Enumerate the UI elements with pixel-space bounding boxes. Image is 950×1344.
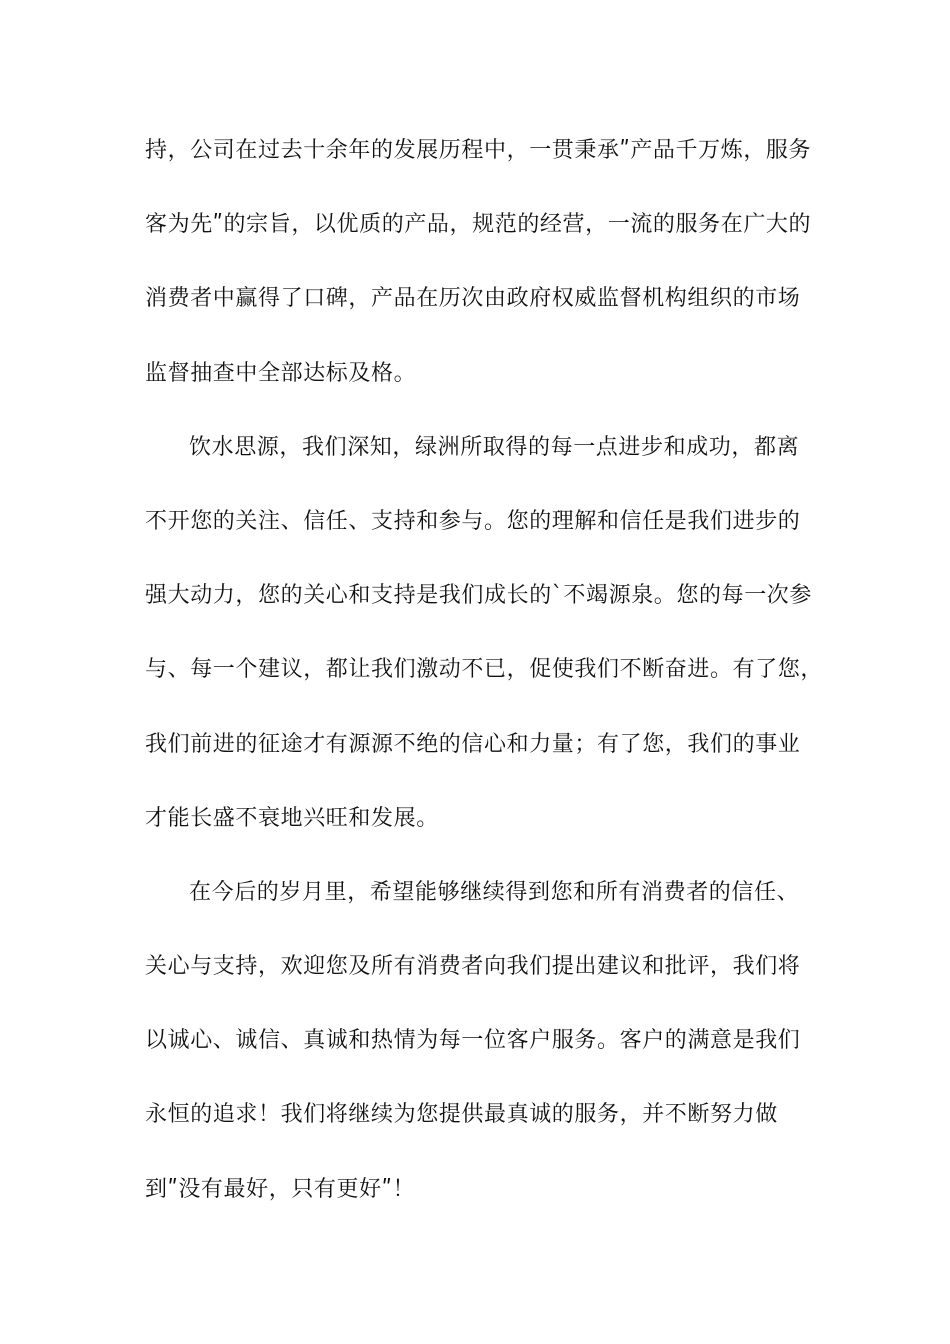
text-line: 才能长盛不衰地兴旺和发展。 (145, 805, 439, 831)
text-line: 以诚心、诚信、真诚和热情为每一位客户服务。客户的满意是我们 (145, 1028, 801, 1054)
text-line: 客为先ʺ的宗旨，以优质的产品，规范的经营，一流的服务在广大的 (145, 212, 812, 238)
text-line: 监督抽查中全部达标及格。 (145, 360, 417, 386)
text-line: 持，公司在过去十余年的发展历程中，一贯秉承ʺ产品千万炼，服务 (145, 138, 812, 163)
text-line: 永恒的追求！我们将继续为您提供最真诚的服务，并不断努力做 (145, 1102, 778, 1128)
text-line: 强大动力，您的关心和支持是我们成长的`不竭源泉。您的每一次参 (145, 583, 813, 609)
text-line: 不开您的关注、信任、支持和参与。您的理解和信任是我们进步的 (145, 508, 801, 534)
paragraph-first-line: 饮水思源，我们深知，绿洲所取得的每一点进步和成功，都离 (189, 434, 800, 460)
text-line: 我们前进的征途才有源源不绝的信心和力量；有了您，我们的事业 (145, 731, 801, 757)
text-line: 关心与支持，欢迎您及所有消费者向我们提出建议和批评，我们将 (145, 954, 801, 980)
text-line: 到ʺ没有最好，只有更好ʺ！ (145, 1176, 416, 1202)
text-line: 消费者中赢得了口碑，产品在历次由政府权威监督机构组织的市场 (145, 286, 801, 312)
paragraph-first-line: 在今后的岁月里，希望能够继续得到您和所有消费者的信任、 (189, 879, 800, 905)
text-line: 与、每一个建议，都让我们激动不已，促使我们不断奋进。有了您， (145, 657, 824, 683)
document-body (145, 131, 825, 1244)
